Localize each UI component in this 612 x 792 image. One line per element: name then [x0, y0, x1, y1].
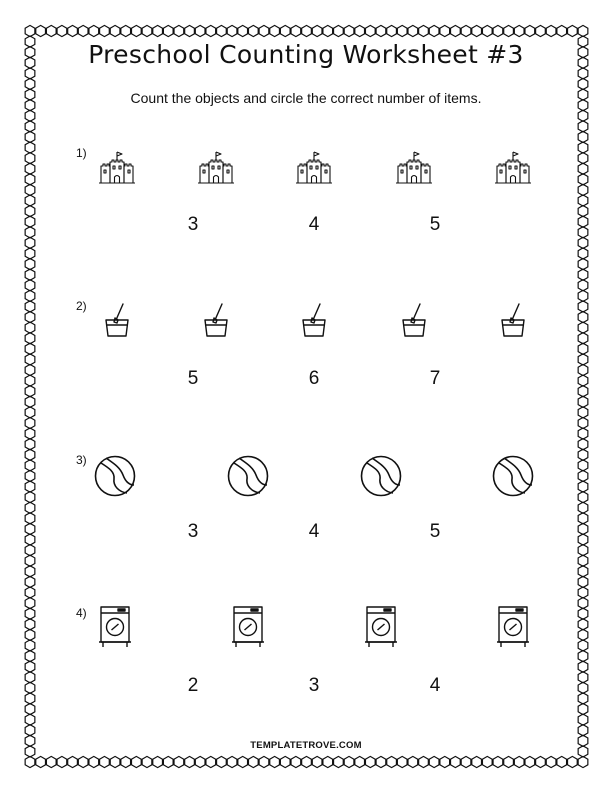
washing-machine-icon — [98, 605, 132, 653]
answer-choice[interactable]: 5 — [429, 521, 441, 542]
answer-choice[interactable]: 5 — [187, 368, 199, 389]
answer-choice[interactable]: 4 — [429, 675, 441, 696]
answer-choice[interactable]: 6 — [308, 368, 320, 389]
sand-bucket-icon — [298, 300, 330, 344]
answer-choice[interactable]: 7 — [429, 368, 441, 389]
question-number: 4) — [76, 606, 87, 620]
washing-machine-icon — [364, 605, 398, 653]
sand-bucket-icon — [200, 300, 232, 344]
answer-choice[interactable]: 3 — [308, 675, 320, 696]
tennis-ball-icon — [491, 454, 535, 502]
castle-icon — [494, 150, 532, 190]
question-number: 2) — [76, 299, 87, 313]
sand-bucket-icon — [497, 300, 529, 344]
sand-bucket-icon — [398, 300, 430, 344]
castle-icon — [197, 150, 235, 190]
washing-machine-icon — [231, 605, 265, 653]
answer-choice[interactable]: 4 — [308, 214, 320, 235]
castle-icon — [395, 150, 433, 190]
question-number: 3) — [76, 453, 87, 467]
sand-bucket-icon — [101, 300, 133, 344]
instructions: Count the objects and circle the correct number of items. — [130, 90, 482, 106]
answer-choice[interactable]: 4 — [308, 521, 320, 542]
tennis-ball-icon — [226, 454, 270, 502]
question-number: 1) — [76, 146, 87, 160]
washing-machine-icon — [496, 605, 530, 653]
page-title: Preschool Counting Worksheet #3 — [88, 40, 524, 69]
answer-choice[interactable]: 3 — [187, 214, 199, 235]
tennis-ball-icon — [359, 454, 403, 502]
answer-choice[interactable]: 3 — [187, 521, 199, 542]
footer-site: TEMPLATETROVE.COM — [250, 740, 362, 751]
castle-icon — [295, 150, 333, 190]
tennis-ball-icon — [93, 454, 137, 502]
answer-choice[interactable]: 2 — [187, 675, 199, 696]
castle-icon — [98, 150, 136, 190]
answer-choice[interactable]: 5 — [429, 214, 441, 235]
